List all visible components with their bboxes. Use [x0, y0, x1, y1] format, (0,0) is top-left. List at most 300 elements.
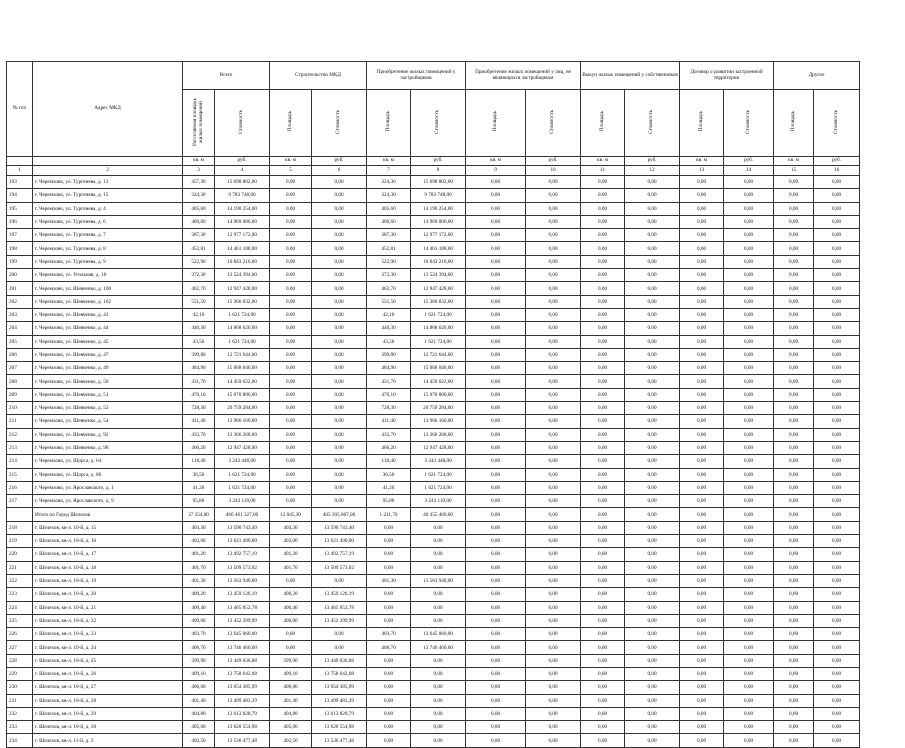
address-cell: г. Шелехов, кв-л. 10-й, д. 17 [33, 548, 183, 561]
area-cell: 401,70 [270, 561, 312, 574]
group-header-purchase-developers: Приобретение жилых помещений у застройщиков [367, 62, 466, 90]
cost-cell: 0,00 [411, 521, 466, 534]
row-number-cell: 213 [7, 441, 33, 454]
cost-cell: 13 758 642,08 [215, 667, 270, 680]
address-cell: г. Шелехов, кв-л. 10-й, д. 30 [33, 721, 183, 734]
cost-cell: 0,00 [526, 468, 581, 481]
cost-cell: 13 746 460,00 [215, 641, 270, 654]
area-cell: 0,00 [680, 269, 724, 282]
cost-cell: 0,00 [724, 681, 774, 694]
area-cell: 42,10 [183, 308, 215, 321]
cost-cell: 466 461 327,00 [215, 508, 270, 521]
area-cell: 0,00 [680, 694, 724, 707]
area-cell: 0,00 [680, 495, 724, 508]
cost-cell: 14 868 620,00 [215, 322, 270, 335]
area-cell: 0,00 [774, 481, 814, 494]
area-cell: 0,00 [774, 468, 814, 481]
area-cell: 728,30 [183, 402, 215, 415]
cost-cell: 0,00 [625, 269, 680, 282]
area-cell: 405,00 [183, 721, 215, 734]
area-cell: 0,00 [680, 561, 724, 574]
cost-cell: 9 783 748,00 [215, 189, 270, 202]
row-number-cell: 234 [7, 734, 33, 747]
cost-cell: 0,00 [526, 388, 581, 401]
area-cell: 0,00 [466, 189, 526, 202]
cost-cell: 1 621 724,00 [215, 335, 270, 348]
row-number-cell: 233 [7, 721, 33, 734]
cost-header: Стоимость [312, 90, 367, 157]
cost-cell: 0,00 [625, 189, 680, 202]
unit-cost: руб. [814, 157, 860, 166]
cost-cell: 0,00 [625, 348, 680, 361]
address-cell: г. Черемхово, ул. Шевченко, д. 98 [33, 441, 183, 454]
unit-area: кв. м [581, 157, 625, 166]
cost-cell: 0,00 [526, 348, 581, 361]
area-cell: 0,00 [581, 508, 625, 521]
area-cell: 0,00 [581, 375, 625, 388]
column-number: 1 [7, 166, 33, 176]
area-cell: 0,00 [774, 375, 814, 388]
area-cell: 0,00 [774, 322, 814, 335]
cost-cell: 0,00 [625, 588, 680, 601]
cost-cell: 0,00 [312, 388, 367, 401]
row-number-cell: 193 [7, 176, 33, 189]
area-cell: 0,00 [270, 176, 312, 189]
area-header: Площадь [466, 90, 526, 157]
area-cell: 0,00 [466, 282, 526, 295]
address-cell: г. Черемхово, ул. Ярославского, д. 9 [33, 495, 183, 508]
cost-cell: 0,00 [724, 415, 774, 428]
address-cell: г. Черемхово, ул. Тургенева, д. 8 [33, 242, 183, 255]
cost-cell: 0,00 [625, 255, 680, 268]
table-row [7, 548, 860, 561]
area-cell: 0,00 [270, 348, 312, 361]
column-number: 9 [466, 166, 526, 176]
area-cell: 457,30 [183, 176, 215, 189]
cost-cell: 13 509 573,02 [312, 561, 367, 574]
area-cell: 0,00 [680, 548, 724, 561]
area-cell: 0,00 [466, 415, 526, 428]
area-cell: 0,00 [367, 521, 411, 534]
table-row [7, 215, 860, 228]
area-cell: 406,00 [183, 681, 215, 694]
address-cell: г. Черемхово, ул. Шевченко, д. 50 [33, 375, 183, 388]
cost-cell: 0,00 [312, 322, 367, 335]
cost-cell: 13 499 483,39 [215, 694, 270, 707]
cost-cell: 0,00 [312, 574, 367, 587]
column-number: 11 [581, 166, 625, 176]
area-cell: 404,80 [183, 707, 215, 720]
row-number-cell: 194 [7, 189, 33, 202]
address-cell: г. Шелехов, кв-л. 10-й, д. 18 [33, 561, 183, 574]
cost-cell: 0,00 [526, 255, 581, 268]
cost-cell: 12 947 428,00 [215, 282, 270, 295]
cost-cell: 0,00 [814, 428, 860, 441]
cost-cell: 15 070 806,00 [215, 388, 270, 401]
area-cell: 462,70 [183, 282, 215, 295]
cost-cell: 0,00 [814, 641, 860, 654]
area-cell: 401,30 [183, 574, 215, 587]
area-cell: 0,00 [367, 561, 411, 574]
table-row [7, 601, 860, 614]
cost-header: Стоимость [814, 90, 860, 157]
cost-cell: 13 613 828,79 [312, 707, 367, 720]
cost-cell: 0,00 [411, 667, 466, 680]
area-header: Площадь [774, 90, 814, 157]
cost-cell: 0,00 [724, 468, 774, 481]
cost-cell: 0,00 [814, 707, 860, 720]
cost-cell: 0,00 [814, 402, 860, 415]
area-total-header: Расселяемая площадь жилых помещений [183, 90, 215, 157]
cost-cell: 13 524 394,00 [411, 269, 466, 282]
area-cell: 0,00 [581, 495, 625, 508]
area-cell: 403,30 [270, 521, 312, 534]
cost-cell: 13 620 554,98 [215, 721, 270, 734]
table-row [7, 308, 860, 321]
cost-cell: 0,00 [814, 269, 860, 282]
cost-cell: 13 465 852,78 [312, 601, 367, 614]
area-cell: 401,40 [270, 694, 312, 707]
cost-cell: 0,00 [526, 628, 581, 641]
cost-cell: 0,00 [814, 521, 860, 534]
row-number-cell [7, 508, 33, 521]
area-cell: 0,00 [367, 681, 411, 694]
cost-cell: 15 068 040,00 [215, 362, 270, 375]
table-row [7, 574, 860, 587]
address-cell: г. Черемхово, ул. Угольная, д. 10 [33, 269, 183, 282]
area-cell: 43,50 [183, 335, 215, 348]
address-cell: г. Черемхово, ул. Тургенева, д. 6 [33, 215, 183, 228]
area-cell: 0,00 [466, 348, 526, 361]
area-cell: 0,00 [680, 574, 724, 587]
cost-cell: 0,00 [814, 535, 860, 548]
cost-cell: 13 536 477,48 [215, 734, 270, 747]
area-cell: 399,90 [183, 654, 215, 667]
area-cell: 0,00 [774, 641, 814, 654]
area-cell: 0,00 [466, 561, 526, 574]
row-number-cell: 206 [7, 348, 33, 361]
cost-cell: 0,00 [526, 415, 581, 428]
area-cell: 0,00 [581, 362, 625, 375]
table-row [7, 282, 860, 295]
cost-cell: 12 947 428,00 [411, 282, 466, 295]
area-cell: 0,00 [581, 455, 625, 468]
cost-cell: 0,00 [625, 734, 680, 747]
table-row [7, 428, 860, 441]
table-row [7, 495, 860, 508]
area-cell: 0,00 [774, 614, 814, 627]
table-row [7, 176, 860, 189]
cost-cell: 0,00 [411, 681, 466, 694]
address-cell: г. Шелехов, кв-л. 10-й, д. 16 [33, 535, 183, 548]
cost-cell: 0,00 [724, 335, 774, 348]
unit-area: кв. м [183, 157, 215, 166]
cost-cell: 0,00 [724, 628, 774, 641]
area-cell: 0,00 [680, 176, 724, 189]
area-cell: 0,00 [680, 535, 724, 548]
area-cell: 403,00 [183, 535, 215, 548]
area-cell: 0,00 [680, 614, 724, 627]
area-header: Площадь [270, 90, 312, 157]
cost-cell: 14 190 254,00 [215, 202, 270, 215]
row-number-cell: 210 [7, 402, 33, 415]
address-cell: г. Шелехов, кв-л. 10-й, д. 28 [33, 694, 183, 707]
area-cell: 405,60 [367, 202, 411, 215]
cost-cell: 0,00 [411, 707, 466, 720]
cost-cell: 0,00 [724, 202, 774, 215]
cost-cell: 0,00 [312, 215, 367, 228]
area-cell: 0,00 [466, 508, 526, 521]
address-cell: г. Черемхово, ул. Шевченко, д. 102 [33, 295, 183, 308]
row-number-cell: 231 [7, 694, 33, 707]
area-cell: 0,00 [680, 388, 724, 401]
unit-area: кв. м [367, 157, 411, 166]
cost-cell: 13 758 642,08 [312, 667, 367, 680]
cost-cell: 0,00 [724, 721, 774, 734]
cost-header: Стоимость [526, 90, 581, 157]
area-cell: 0,00 [270, 335, 312, 348]
row-number-cell: 214 [7, 455, 33, 468]
area-cell: 1 211,70 [367, 508, 411, 521]
cost-cell: 0,00 [724, 707, 774, 720]
row-number-cell: 215 [7, 468, 33, 481]
cost-cell: 0,00 [625, 601, 680, 614]
cost-cell: 0,00 [814, 348, 860, 361]
area-cell: 522,90 [367, 255, 411, 268]
address-cell: г. Черемхово, ул. Шевченко, д. 52 [33, 402, 183, 415]
cost-cell: 0,00 [312, 641, 367, 654]
cost-cell: 0,00 [411, 588, 466, 601]
area-cell: 0,00 [774, 574, 814, 587]
cost-cell: 0,00 [526, 495, 581, 508]
area-cell: 0,00 [581, 415, 625, 428]
group-header-total: Всего [183, 62, 270, 90]
cost-cell: 0,00 [724, 481, 774, 494]
table-row [7, 588, 860, 601]
area-cell: 400,20 [270, 588, 312, 601]
area-cell: 0,00 [270, 202, 312, 215]
cost-cell: 0,00 [526, 269, 581, 282]
area-cell: 0,00 [774, 176, 814, 189]
area-cell: 0,00 [270, 282, 312, 295]
area-cell: 401,20 [183, 548, 215, 561]
cost-cell: 13 509 573,02 [215, 561, 270, 574]
area-cell: 522,90 [183, 255, 215, 268]
area-cell: 0,00 [774, 721, 814, 734]
cost-cell: 0,00 [625, 561, 680, 574]
table-row [7, 362, 860, 375]
table-row [7, 614, 860, 627]
area-cell: 0,00 [774, 654, 814, 667]
area-cell: 0,00 [270, 402, 312, 415]
area-cell: 0,00 [774, 362, 814, 375]
cost-cell: 3 243 448,00 [411, 455, 466, 468]
area-cell: 0,00 [270, 255, 312, 268]
cost-cell: 0,00 [814, 614, 860, 627]
row-number-cell: 229 [7, 667, 33, 680]
row-number-cell: 212 [7, 428, 33, 441]
area-cell: 0,00 [270, 495, 312, 508]
area-cell: 0,00 [680, 189, 724, 202]
cost-cell: 12 947 428,00 [215, 441, 270, 454]
cost-cell: 0,00 [814, 189, 860, 202]
area-cell: 0,00 [581, 574, 625, 587]
row-number-cell: 221 [7, 561, 33, 574]
area-cell: 0,00 [270, 375, 312, 388]
area-cell: 0,00 [774, 402, 814, 415]
table-row [7, 388, 860, 401]
table-row [7, 481, 860, 494]
cost-cell: 0,00 [724, 734, 774, 747]
area-cell: 0,00 [581, 176, 625, 189]
area-cell: 0,00 [270, 229, 312, 242]
column-number: 3 [183, 166, 215, 176]
area-cell: 0,00 [367, 654, 411, 667]
cost-cell: 0,00 [814, 667, 860, 680]
area-cell: 440,30 [183, 322, 215, 335]
cost-cell: 0,00 [724, 495, 774, 508]
cost-cell: 0,00 [625, 388, 680, 401]
row-number-cell: 203 [7, 308, 33, 321]
area-cell: 0,00 [581, 654, 625, 667]
cost-cell: 13 536 477,48 [312, 734, 367, 747]
area-cell: 118,40 [367, 455, 411, 468]
table-row [7, 415, 860, 428]
cost-cell: 14 459 022,00 [215, 375, 270, 388]
cost-cell: 13 459 126,19 [215, 588, 270, 601]
cost-cell: 12 977 172,00 [411, 229, 466, 242]
area-cell: 409,10 [270, 667, 312, 680]
row-number-cell: 232 [7, 707, 33, 720]
cost-cell: 0,00 [625, 428, 680, 441]
area-cell: 0,00 [466, 495, 526, 508]
cost-cell: 13 492 757,19 [312, 548, 367, 561]
area-cell: 0,00 [680, 348, 724, 361]
area-cell: 0,00 [581, 588, 625, 601]
cost-cell: 0,00 [724, 654, 774, 667]
table-body [7, 176, 860, 748]
area-cell: 0,00 [581, 229, 625, 242]
area-cell: 0,00 [680, 242, 724, 255]
housing-resettlement-table [6, 61, 860, 748]
table-row [7, 295, 860, 308]
cost-cell: 0,00 [625, 322, 680, 335]
cost-cell: 0,00 [625, 535, 680, 548]
cost-cell: 13 366 268,00 [411, 428, 466, 441]
area-cell: 401,70 [183, 561, 215, 574]
table-row [7, 255, 860, 268]
column-number: 8 [411, 166, 466, 176]
row-number-header: № п/п [7, 62, 33, 157]
address-cell: Итого по Город Шелехов [33, 508, 183, 521]
table-row [7, 734, 860, 747]
cost-cell: 0,00 [526, 295, 581, 308]
cost-cell: 0,00 [724, 189, 774, 202]
cost-cell: 1 621 724,00 [215, 481, 270, 494]
area-cell: 431,70 [367, 375, 411, 388]
cost-cell: 0,00 [724, 308, 774, 321]
column-number: 7 [367, 166, 411, 176]
area-cell: 0,00 [466, 202, 526, 215]
area-cell: 0,00 [581, 614, 625, 627]
area-cell: 400,20 [183, 588, 215, 601]
area-cell: 41,20 [367, 481, 411, 494]
unit-cost: руб. [312, 157, 367, 166]
area-cell: 0,00 [774, 508, 814, 521]
cost-cell: 0,00 [814, 734, 860, 747]
cost-header: Стоимость [215, 90, 270, 157]
cost-cell: 0,00 [724, 574, 774, 587]
cost-cell: 0,00 [814, 468, 860, 481]
cost-cell: 0,00 [625, 282, 680, 295]
area-cell: 118,40 [183, 455, 215, 468]
column-number: 13 [680, 166, 724, 176]
cost-cell: 0,00 [625, 468, 680, 481]
cost-cell: 0,00 [625, 667, 680, 680]
cost-header: Стоимость [724, 90, 774, 157]
table-row [7, 667, 860, 680]
unit-blank [33, 157, 183, 166]
cost-cell: 0,00 [724, 375, 774, 388]
address-cell: г. Черемхово, ул. Шевченко, д. 44 [33, 322, 183, 335]
area-cell: 0,00 [367, 535, 411, 548]
row-number-cell: 220 [7, 548, 33, 561]
area-cell: 0,00 [270, 242, 312, 255]
area-cell: 0,00 [581, 628, 625, 641]
address-cell: г. Шелехов, кв-л. 10-й, д. 29 [33, 707, 183, 720]
cost-cell: 0,00 [625, 308, 680, 321]
row-number-cell: 197 [7, 229, 33, 242]
row-number-cell: 201 [7, 282, 33, 295]
cost-cell: 13 563 940,00 [215, 574, 270, 587]
cost-cell: 13 459 126,19 [312, 588, 367, 601]
cost-cell: 0,00 [625, 548, 680, 561]
row-number-cell: 207 [7, 362, 33, 375]
area-cell: 0,00 [774, 455, 814, 468]
area-cell: 0,00 [680, 481, 724, 494]
area-cell: 0,00 [466, 269, 526, 282]
cost-cell: 0,00 [814, 588, 860, 601]
table-row [7, 269, 860, 282]
area-cell: 551,50 [183, 295, 215, 308]
row-number-cell: 218 [7, 521, 33, 534]
cost-cell: 0,00 [526, 441, 581, 454]
area-cell: 0,00 [270, 468, 312, 481]
cost-cell: 13 613 828,79 [215, 707, 270, 720]
area-cell: 406,70 [183, 641, 215, 654]
cost-cell: 13 524 394,00 [215, 269, 270, 282]
area-cell: 0,00 [774, 681, 814, 694]
area-cell: 0,00 [466, 335, 526, 348]
address-cell: г. Шелехов, кв-л. 10-й, д. 22 [33, 614, 183, 627]
address-cell: г. Шелехов, кв-л. 10-й, д. 27 [33, 681, 183, 694]
area-cell: 0,00 [774, 215, 814, 228]
cost-cell: 0,00 [526, 614, 581, 627]
area-cell: 0,00 [466, 521, 526, 534]
cost-cell: 0,00 [526, 189, 581, 202]
cost-cell: 40 455 460,00 [411, 508, 466, 521]
cost-cell: 0,00 [814, 255, 860, 268]
area-cell: 400,40 [183, 601, 215, 614]
area-cell: 0,00 [466, 402, 526, 415]
cost-cell: 13 966 160,00 [215, 415, 270, 428]
area-cell: 0,00 [581, 548, 625, 561]
row-number-cell: 226 [7, 628, 33, 641]
area-cell: 0,00 [581, 295, 625, 308]
cost-cell: 12 947 428,00 [411, 441, 466, 454]
area-cell: 0,00 [270, 455, 312, 468]
row-number-cell: 217 [7, 495, 33, 508]
